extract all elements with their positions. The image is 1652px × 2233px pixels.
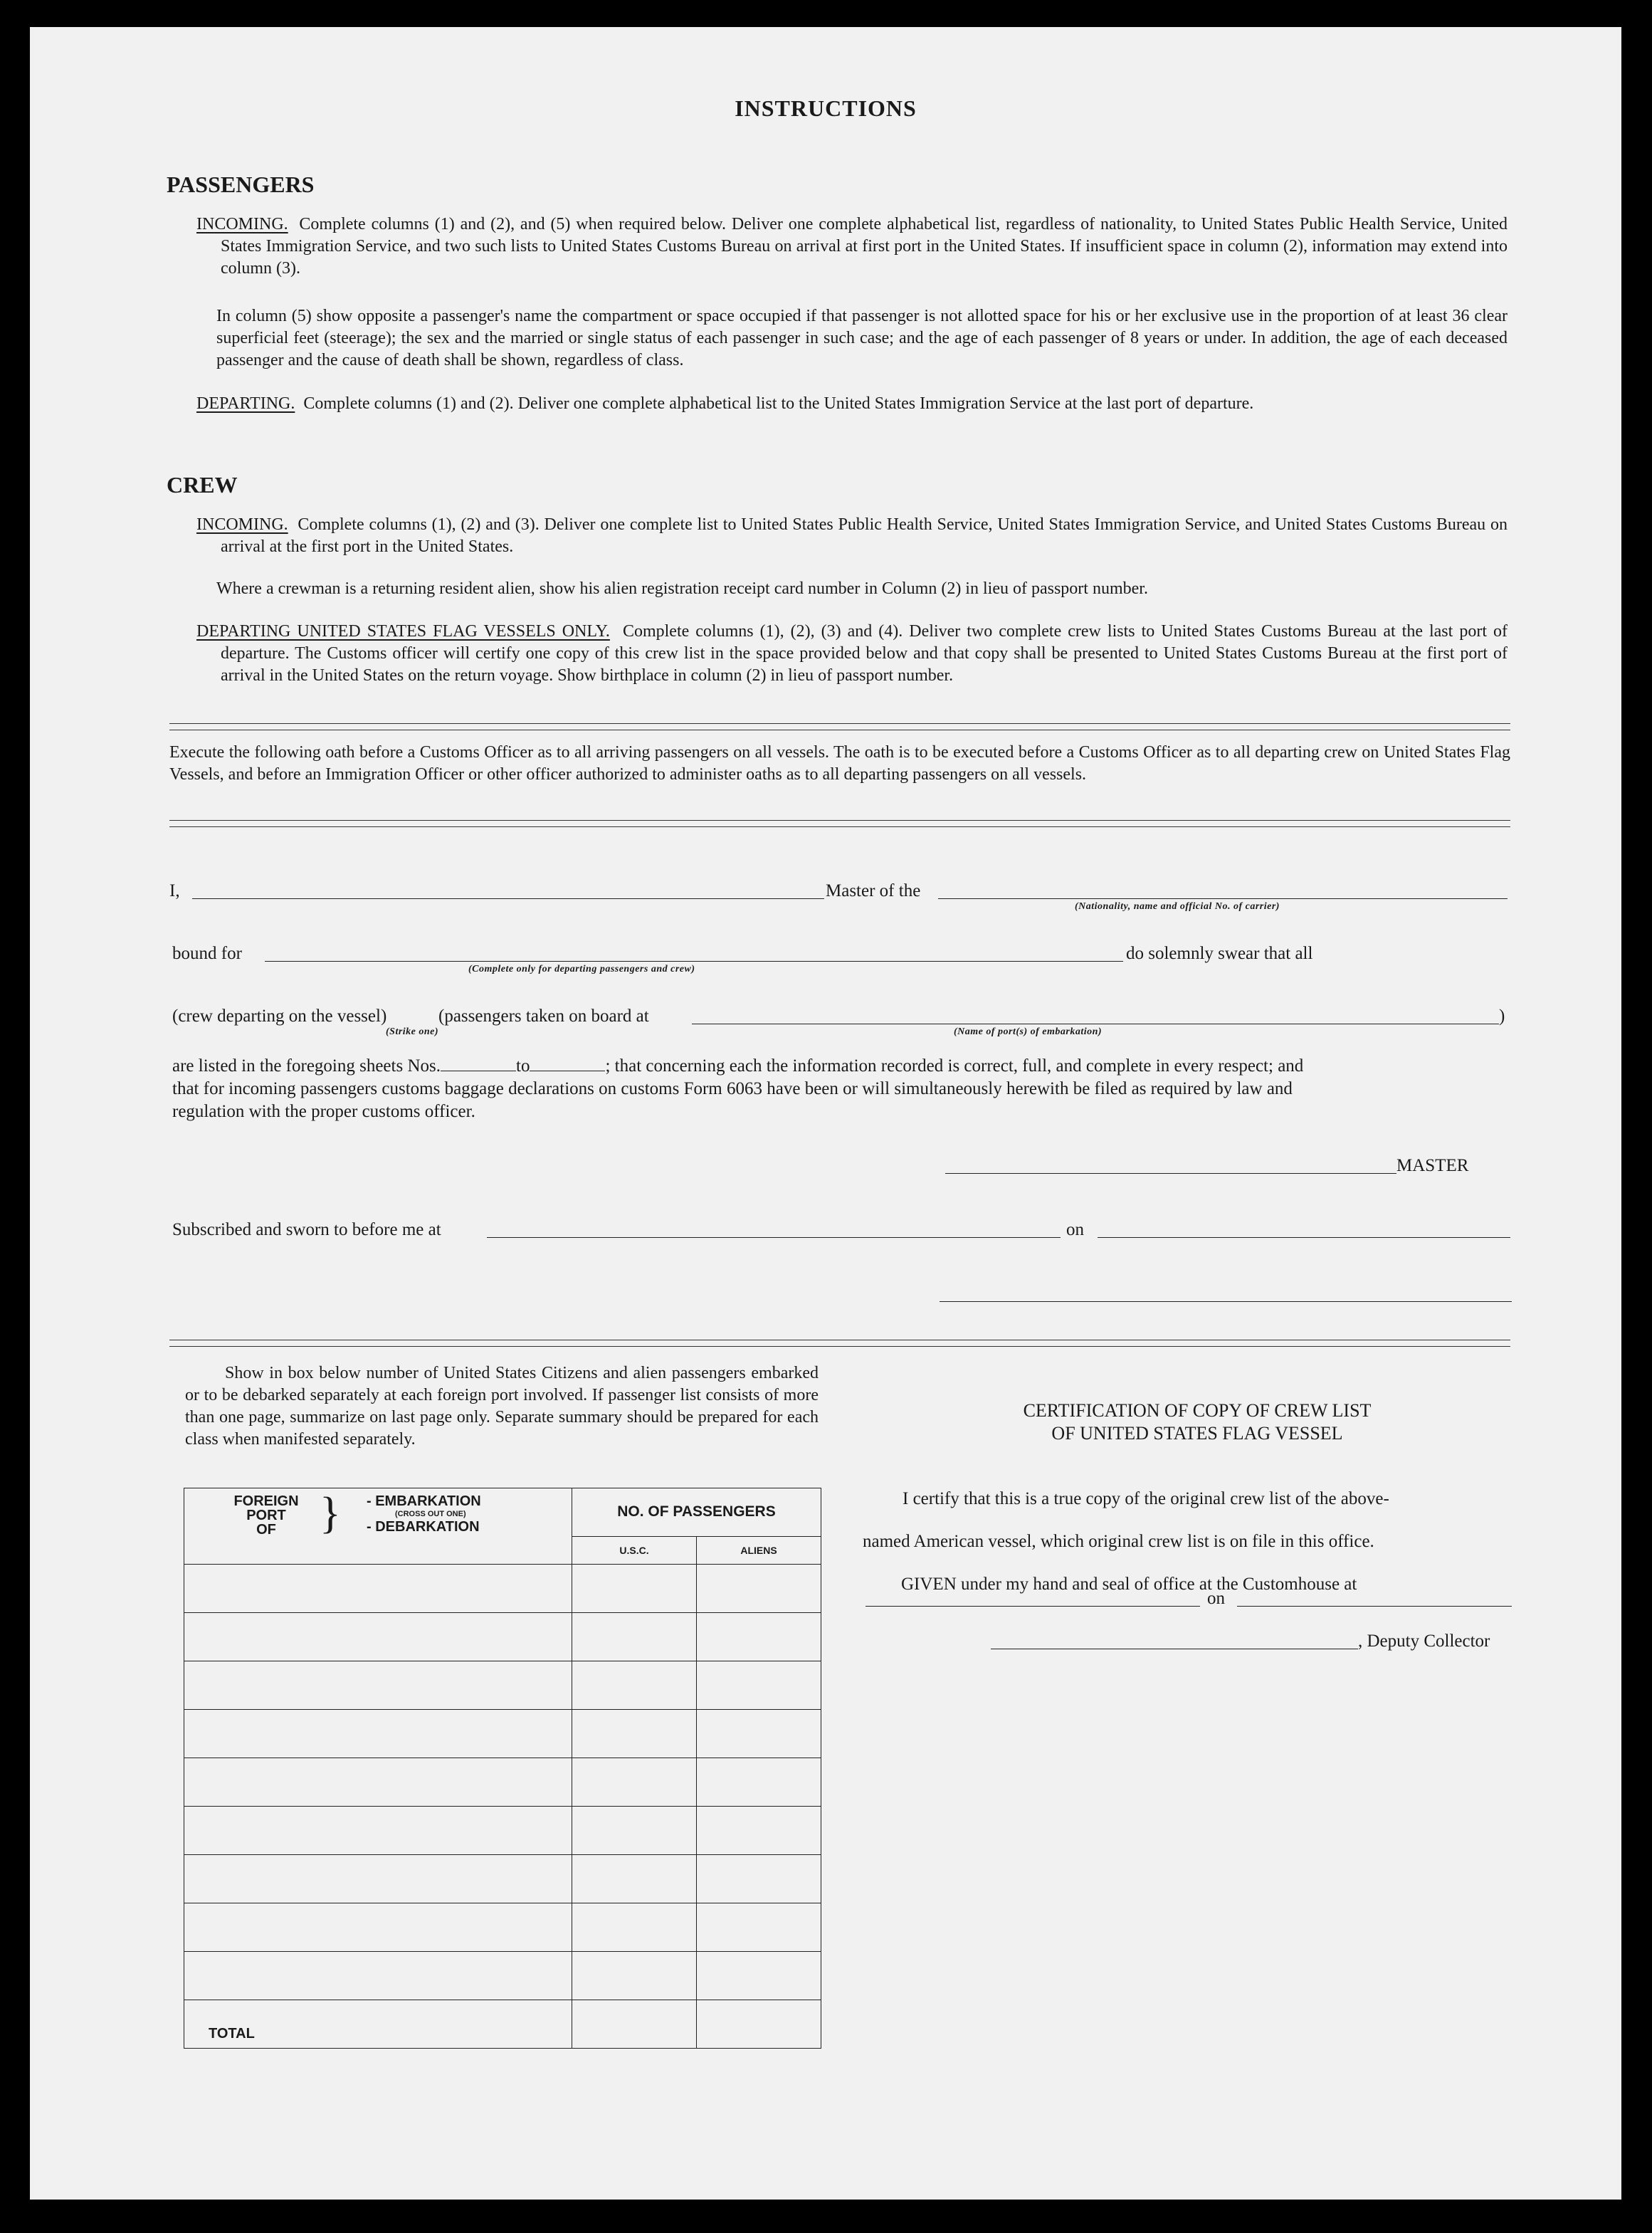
master-of-the-label: Master of the	[826, 881, 921, 900]
no-passengers-header: NO. OF PASSENGERS	[572, 1488, 821, 1537]
passengers-heading: PASSENGERS	[167, 172, 315, 197]
close-paren: )	[1499, 1007, 1505, 1026]
master-signature-field[interactable]	[945, 1173, 1396, 1174]
listed-line-1	[172, 1056, 1303, 1076]
aliens-header: ALIENS	[697, 1536, 821, 1564]
usc-cell[interactable]	[572, 1661, 697, 1710]
port-cell[interactable]	[184, 1710, 572, 1758]
port-cell[interactable]	[184, 1952, 572, 2000]
cross-out-label: (CROSS OUT ONE)	[395, 1510, 466, 1518]
usc-total-cell[interactable]	[572, 2000, 697, 2048]
passengers-incoming-label: INCOMING.	[196, 215, 288, 233]
crew-incoming-label: INCOMING.	[196, 515, 288, 534]
double-rule	[169, 820, 1510, 827]
aliens-cell[interactable]	[697, 1613, 821, 1661]
port-cell[interactable]	[184, 1613, 572, 1661]
crew-incoming-text: Complete columns (1), (2) and (3). Deliver one complete list to United States Public Health Service, United States Immigration Service, and United States Customs Bureau on arrival at the first port in the United States.	[221, 515, 1508, 556]
passengers-departing-label: DEPARTING.	[196, 394, 295, 413]
summary-instructions: Show in box below number of United States Citizens and alien passengers embarked or to be debarked separately at each foreign port involved. If passenger list consists of more than one page, summarize on last page only. Separate summary should be prepared for each class when manifested separately.	[185, 1364, 819, 1449]
listed-start-text: are listed in the foregoing sheets Nos.	[172, 1056, 441, 1076]
swear-label: do solemnly swear that all	[1126, 944, 1313, 963]
crew-departing-label: DEPARTING UNITED STATES FLAG VESSELS ONLY.	[196, 622, 610, 641]
sworn-place-field[interactable]	[487, 1237, 1061, 1238]
certify-line-1: I certify that this is a true copy of the original crew list of the above-	[903, 1489, 1389, 1508]
aliens-cell[interactable]	[697, 1661, 821, 1710]
passengers-incoming-paragraph	[196, 214, 1508, 280]
crew-heading: CREW	[167, 472, 238, 498]
listed-rest-text: ; that concerning each the information recorded is correct, full, and complete in every respect; and	[605, 1056, 1304, 1076]
port-cell[interactable]	[184, 1565, 572, 1613]
aliens-cell[interactable]	[697, 1758, 821, 1807]
officer-signature-field[interactable]	[940, 1301, 1512, 1302]
master-label: MASTER	[1396, 1156, 1469, 1175]
crew-departing-option: (crew departing on the vessel)	[172, 1007, 387, 1026]
deputy-collector-label: , Deputy Collector	[1358, 1632, 1490, 1651]
port-line-1: FOREIGN	[233, 1493, 299, 1509]
listed-line-3: regulation with the proper customs officer.	[172, 1102, 475, 1121]
carrier-field[interactable]	[938, 898, 1508, 899]
brace-icon: }	[320, 1489, 341, 1538]
usc-cell[interactable]	[572, 1855, 697, 1903]
sworn-date-field[interactable]	[1098, 1237, 1510, 1238]
aliens-cell[interactable]	[697, 1903, 821, 1952]
passenger-summary-table	[184, 1488, 821, 2049]
strike-one-caption: (Strike one)	[386, 1026, 439, 1037]
usc-header: U.S.C.	[572, 1536, 697, 1564]
debarkation-label: - DEBARKATION	[367, 1519, 480, 1535]
aliens-cell[interactable]	[697, 1710, 821, 1758]
cert-date-field[interactable]	[1237, 1606, 1512, 1607]
usc-cell[interactable]	[572, 1807, 697, 1855]
usc-cell[interactable]	[572, 1758, 697, 1807]
port-cell[interactable]	[184, 1661, 572, 1710]
usc-cell[interactable]	[572, 1710, 697, 1758]
passengers-departing-text: Complete columns (1) and (2). Deliver one complete alphabetical list to the United States Immigration Service at the last port of departure.	[303, 394, 1254, 413]
double-rule	[169, 723, 1510, 730]
usc-cell[interactable]	[572, 1903, 697, 1952]
given-line: GIVEN under my hand and seal of office at the Customhouse at	[901, 1575, 1357, 1594]
master-name-field[interactable]	[192, 898, 824, 899]
crew-departing-paragraph	[196, 621, 1508, 687]
port-cell[interactable]	[184, 1903, 572, 1952]
aliens-cell[interactable]	[697, 1855, 821, 1903]
double-rule	[169, 1340, 1510, 1347]
oath-intro-paragraph: Execute the following oath before a Customs Officer as to all arriving passengers on all vessels. The oath is to be executed before a Customs Officer as to all departing crew on United States Flag Vessels, and before an Immigration Officer or other officer authorized to administer oaths as to all departing passengers on all vessels.	[169, 743, 1510, 784]
port-line-2: PORT	[246, 1508, 286, 1523]
port-header-cell	[184, 1488, 572, 1565]
bound-caption: (Complete only for departing passengers and crew)	[468, 964, 695, 974]
passengers-taken-option: (passengers taken on board at	[438, 1007, 649, 1026]
certification-title-line-1: CERTIFICATION OF COPY OF CREW LIST	[1023, 1400, 1372, 1421]
port-line-3: OF	[256, 1522, 276, 1538]
subscribed-label: Subscribed and sworn to before me at	[172, 1220, 441, 1239]
certification-title	[884, 1399, 1510, 1445]
page-title: INSTRUCTIONS	[735, 95, 917, 121]
port-cell[interactable]	[184, 1855, 572, 1903]
port-cell[interactable]	[184, 1807, 572, 1855]
bound-for-label: bound for	[172, 944, 242, 963]
total-label: TOTAL	[184, 2000, 572, 2048]
aliens-cell[interactable]	[697, 1952, 821, 2000]
crew-incoming-paragraph	[196, 514, 1508, 558]
crew-resident-paragraph: Where a crewman is a returning resident alien, show his alien registration receipt card number in Column (2) in lieu of passport number.	[216, 579, 1148, 598]
customhouse-field[interactable]	[866, 1606, 1200, 1607]
cert-on-label: on	[1207, 1589, 1225, 1608]
crew-departing-text: Complete columns (1), (2), (3) and (4). Deliver two complete crew lists to United States Customs Bureau at the last port of departure. The Customs officer will certify one copy of this crew list in the space provided below and that copy shall be presented to United States Customs Bureau at the first port of arrival in the United States on the return voyage. Show birthplace in column (2) in lieu of passport number.	[221, 622, 1508, 685]
on-label: on	[1066, 1220, 1084, 1239]
nationality-caption: (Nationality, name and official No. of carrier)	[1075, 901, 1280, 912]
aliens-cell[interactable]	[697, 1565, 821, 1613]
bound-for-field[interactable]	[265, 961, 1123, 962]
aliens-total-cell[interactable]	[697, 2000, 821, 2048]
form-page	[30, 27, 1621, 2200]
usc-cell[interactable]	[572, 1952, 697, 2000]
ports-caption: (Name of port(s) of embarkation)	[954, 1026, 1103, 1037]
listed-to-text: to	[516, 1056, 530, 1076]
aliens-cell[interactable]	[697, 1807, 821, 1855]
certification-title-line-2: OF UNITED STATES FLAG VESSEL	[1051, 1423, 1343, 1444]
passengers-departing-paragraph	[196, 393, 1508, 415]
embarkation-label: - EMBARKATION	[367, 1493, 481, 1509]
port-cell[interactable]	[184, 1758, 572, 1807]
usc-cell[interactable]	[572, 1565, 697, 1613]
usc-cell[interactable]	[572, 1613, 697, 1661]
listed-line-2: that for incoming passengers customs baggage declarations on customs Form 6063 have been or will simultaneously herewith be filed as required by law and	[172, 1079, 1293, 1098]
passengers-incoming-text: Complete columns (1) and (2), and (5) when required below. Deliver one complete alphabetical list, regardless of nationality, to United States Public Health Service, United States Immigration Service, and two such lists to United States Customs Bureau on arrival at first port in the United States. If insufficient space in column (2), information may extend into column (3).	[221, 215, 1508, 278]
passengers-column5-paragraph: In column (5) show opposite a passenger's name the compartment or space occupied if that passenger is not allotted space for his or her exclusive use in the proportion of at least 36 clear superficial feet (steerage); the sex and the married or single status of each passenger in such case; and the age of each passenger of 8 years or under. In addition, the age of each deceased passenger and the cause of death shall be shown, regardless of class.	[216, 307, 1508, 369]
oath-i-label: I,	[169, 881, 180, 900]
certify-line-2: named American vessel, which original crew list is on file in this office.	[863, 1532, 1374, 1551]
